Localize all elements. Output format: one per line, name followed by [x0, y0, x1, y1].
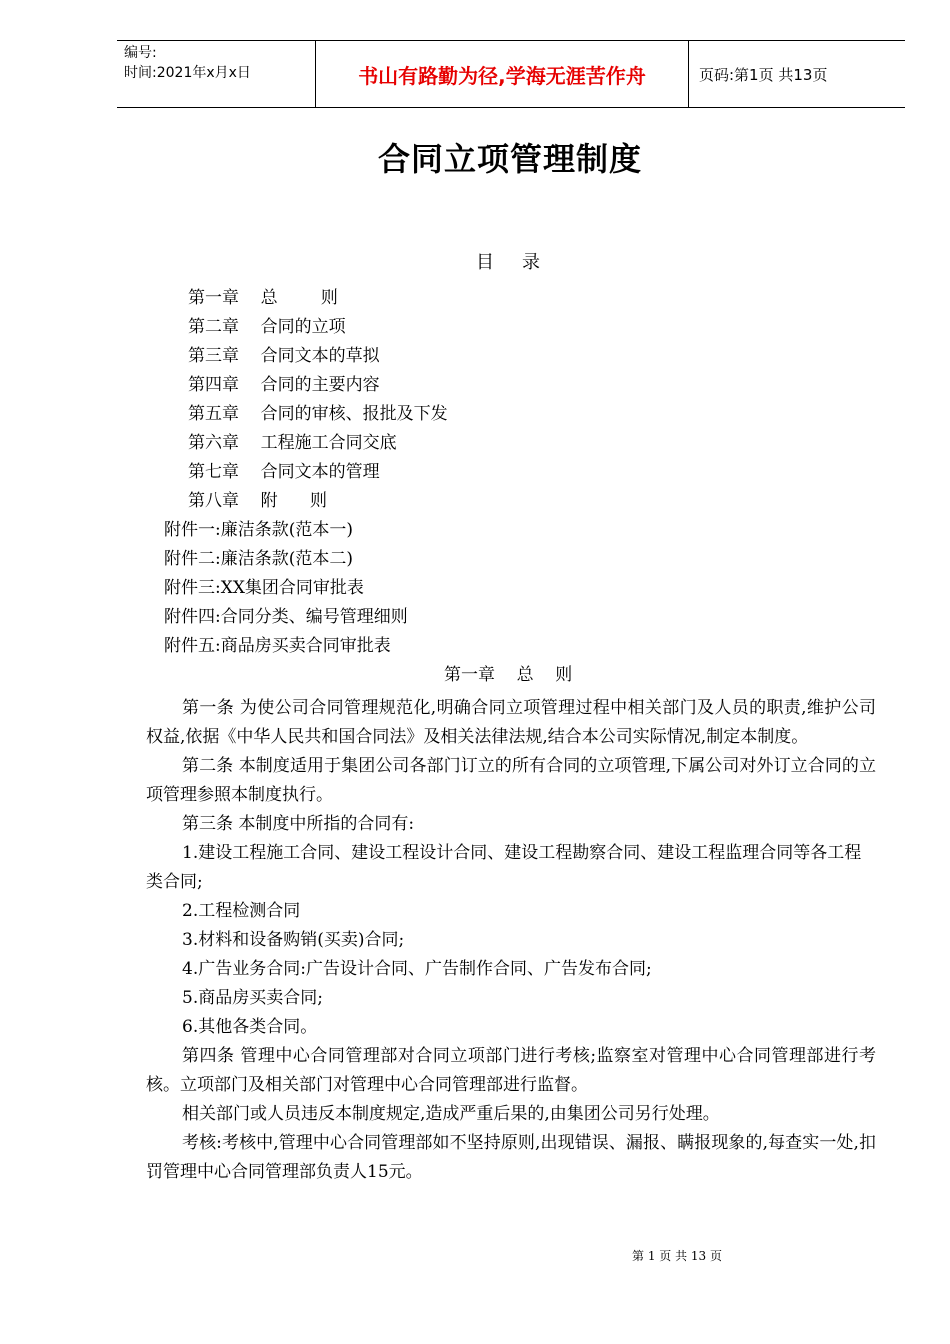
list-item: 6.其他各类合同。 — [182, 1017, 318, 1037]
toc-appendix-4: 附件四:合同分类、编号管理细则 — [164, 607, 408, 627]
violation-paragraph: 相关部门或人员违反本制度规定,造成严重后果的,由集团公司另行处理。 — [182, 1104, 720, 1124]
chapter-body — [146, 694, 876, 1187]
page-header — [117, 40, 905, 108]
toc-chapter-3: 第三章 合同文本的草拟 — [188, 346, 380, 366]
list-item: 2.工程检测合同 — [182, 901, 301, 921]
article-2: 第二条 本制度适用于集团公司各部门订立的所有合同的立项管理,下属公司对外订立合同的立项管理参照本制度执行。 — [146, 756, 876, 805]
toc-chapter-8: 第八章 附 则 — [188, 491, 328, 511]
article-1: 第一条 为使公司合同管理规范化,明确合同立项管理过程中相关部门及人员的职责,维护公司权益,依据《中华人民共和国合同法》及相关法律法规,结合本公司实际情况,制定本制度。 — [146, 698, 876, 747]
number-label: 编号: — [124, 45, 157, 61]
article-3: 第三条 本制度中所指的合同有: — [182, 814, 415, 834]
toc-chapter-4: 第四章 合同的主要内容 — [188, 375, 380, 395]
header-page-info — [689, 41, 905, 107]
toc-chapter-2: 第二章 合同的立项 — [188, 317, 346, 337]
toc-appendix-5: 附件五:商品房买卖合同审批表 — [164, 636, 391, 656]
toc-chapter-7: 第七章 合同文本的管理 — [188, 462, 380, 482]
list-item: 5.商品房买卖合同; — [182, 988, 323, 1008]
page-footer: 第 1 页 共 13 页 — [632, 1249, 722, 1263]
toc-chapter-1: 第一章 总 则 — [188, 288, 338, 308]
list-item: 4.广告业务合同:广告设计合同、广告制作合同、广告发布合同; — [182, 959, 652, 979]
toc-appendix-1: 附件一:廉洁条款(范本一) — [164, 520, 353, 540]
chapter-heading: 第一章 总 则 — [444, 665, 573, 685]
document-title: 合同立项管理制度 — [377, 140, 642, 178]
header-meta — [117, 41, 315, 107]
toc-chapter-5: 第五章 合同的审核、报批及下发 — [188, 404, 448, 424]
toc-appendix-3: 附件三:XX集团合同审批表 — [164, 578, 364, 598]
header-motto — [315, 41, 689, 107]
toc-title: 目录 — [476, 252, 568, 273]
motto-text: 书山有路勤为径,学海无涯苦作舟 — [358, 63, 646, 88]
list-item: 1.建设工程施工合同、建设工程设计合同、建设工程勘察合同、建设工程监理合同等各工程类合同; — [146, 843, 862, 892]
toc-appendix-2: 附件二:廉洁条款(范本二) — [164, 549, 353, 569]
page-info-text: 页码:第1页 共13页 — [699, 65, 828, 84]
article-4: 第四条 管理中心合同管理部对合同立项部门进行考核;监察室对管理中心合同管理部进行考核。立项部门及相关部门对管理中心合同管理部进行监督。 — [146, 1046, 876, 1095]
assessment-paragraph: 考核:考核中,管理中心合同管理部如不坚持原则,出现错误、漏报、瞒报现象的,每查实一处,扣罚管理中心合同管理部负责人15元。 — [146, 1133, 876, 1182]
toc-chapter-6: 第六章 工程施工合同交底 — [188, 433, 397, 453]
list-item: 3.材料和设备购销(买卖)合同; — [182, 930, 405, 950]
time-label: 时间:2021年x月x日 — [124, 65, 251, 81]
